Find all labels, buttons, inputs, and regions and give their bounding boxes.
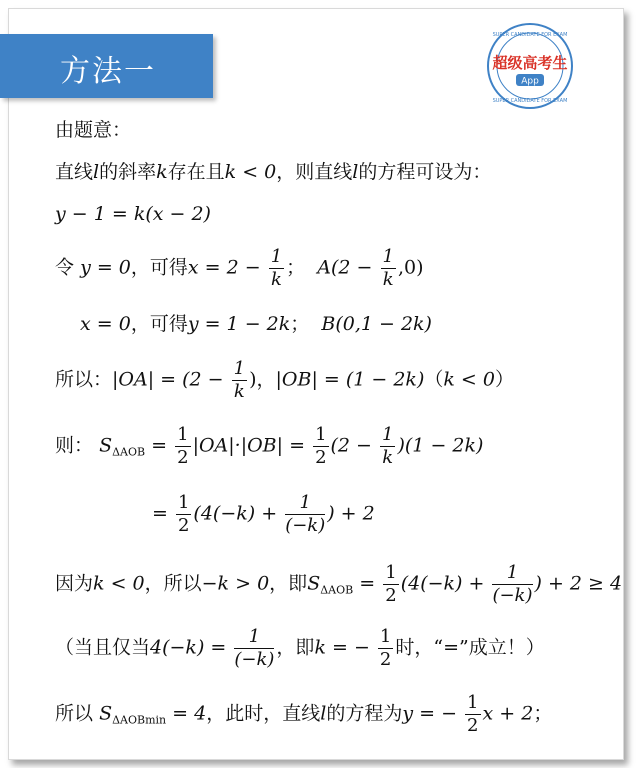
text: 的斜率 <box>99 161 157 183</box>
text: = <box>152 502 168 525</box>
banner-title: 方法一 <box>60 54 156 89</box>
area-symbol: S <box>99 702 113 725</box>
area-subscript: ΔAOBmin <box>112 713 167 727</box>
fraction-one-over-k: $\frac{1}{k}$ <box>382 424 394 468</box>
text: （当且仅当 <box>55 636 151 659</box>
text: ； <box>533 702 553 725</box>
text: 因为 <box>55 572 94 595</box>
fraction-half: $\frac{1}{2}$ <box>315 424 327 468</box>
text: ，即 <box>276 636 315 659</box>
text: 时，“=”成立！） <box>395 636 545 659</box>
expr: x + 2 <box>482 702 534 725</box>
var-k: k <box>156 161 168 183</box>
text: 则： <box>55 434 94 457</box>
text: 所以 <box>55 702 94 725</box>
fraction-half: $\frac{1}{2}$ <box>385 562 397 606</box>
text: ，可得 <box>130 313 188 335</box>
expr: 4(−k) = <box>150 636 227 659</box>
text: ； <box>290 313 310 335</box>
area-symbol: S <box>99 434 113 457</box>
text: ，所以 <box>144 572 202 595</box>
logo-app-text: App <box>521 76 539 87</box>
area-subscript: ΔAOB <box>112 445 146 459</box>
line-equality-condition <box>55 626 545 671</box>
oa-expr: |OA| = (2 − <box>112 368 224 391</box>
text: ，即 <box>269 572 308 595</box>
text: 的方程为 <box>326 702 403 725</box>
line-equation <box>55 202 211 226</box>
line-area <box>55 424 483 469</box>
app-logo <box>486 22 574 110</box>
line-inequality <box>55 562 622 607</box>
ob-expr: |OB| = (1 − 2k) <box>275 368 425 391</box>
method-banner <box>0 34 213 98</box>
line-intro <box>55 118 131 142</box>
expr: ) + 2 ≥ 4 <box>534 572 623 595</box>
expr: k = − <box>314 636 370 659</box>
neg-k-positive: −k > 0 <box>201 572 270 595</box>
fraction-half: $\frac{1}{2}$ <box>177 424 189 468</box>
logo-main-text: 超级高考生 <box>492 54 568 72</box>
point-a: A(2 − <box>317 256 373 279</box>
fraction-half: $\frac{1}{2}$ <box>379 626 392 670</box>
logo-ring-top: SUPER CANDIDATE FOR EXAM <box>492 32 568 38</box>
text: 所以： <box>55 368 113 391</box>
y-zero: y = 0 <box>80 256 131 279</box>
x-zero: x = 0 <box>80 313 131 335</box>
text: ，此时，直线 <box>206 702 321 725</box>
area-subscript: ΔAOB <box>320 583 354 597</box>
text: ； <box>286 256 306 279</box>
line-conclusion <box>55 692 552 737</box>
expr: y = − <box>402 702 457 725</box>
area-symbol: S <box>307 572 321 595</box>
text: ,0) <box>397 256 424 279</box>
fraction-one-over-negk: $\frac{1}{(-k)}$ <box>234 626 275 670</box>
text: ） <box>494 368 514 391</box>
expr: (4(−k) + <box>400 572 485 595</box>
x-expr: x = 2 − <box>187 256 261 279</box>
text: （ <box>424 368 444 391</box>
fraction-one-over-negk: $\frac{1}{(-k)}$ <box>285 492 326 536</box>
text: ，可得 <box>130 256 188 279</box>
line-y-intercept <box>80 312 432 336</box>
text: = <box>359 572 376 595</box>
point-b: B(0,1 − 2k) <box>321 313 432 335</box>
text: )， <box>249 368 276 391</box>
line-assumption <box>55 160 491 184</box>
k-negative: k < 0 <box>443 368 495 391</box>
fraction-one-over-k: $\frac{1}{k}$ <box>233 358 246 402</box>
fraction-half: $\frac{1}{2}$ <box>177 492 190 536</box>
logo-ring-bottom: SUPER CANDIDATE FOR EXAM <box>492 98 568 104</box>
expr: (2 − <box>330 434 372 457</box>
fraction-one-over-k: $\frac{1}{k}$ <box>382 246 394 290</box>
text: 直线 <box>55 161 94 183</box>
text: ，则直线 <box>276 161 353 183</box>
expr: (4(−k) + <box>193 502 278 525</box>
expr: ) + 2 <box>327 502 375 525</box>
product-expr: |OA|·|OB| = <box>192 434 306 457</box>
line-area-simplified <box>152 492 375 537</box>
line-x-intercept <box>55 246 424 291</box>
k-negative: k < 0 <box>224 161 277 183</box>
expr: = 4 <box>172 702 207 725</box>
line-equation-text: y − 1 = k(x − 2) <box>55 203 211 225</box>
fraction-one-over-negk: $\frac{1}{(-k)}$ <box>492 562 533 606</box>
text: 存在且 <box>167 161 225 183</box>
y-expr: y = 1 − 2k <box>187 313 291 335</box>
intro-text: 由题意： <box>55 119 132 141</box>
expr: )(1 − 2k) <box>397 434 484 457</box>
fraction-half: $\frac{1}{2}$ <box>467 692 479 736</box>
k-negative: k < 0 <box>93 572 145 595</box>
line-lengths <box>55 358 514 403</box>
text: 令 <box>55 256 75 279</box>
fraction-one-over-k: $\frac{1}{k}$ <box>270 246 283 290</box>
text: = <box>151 434 168 457</box>
var-l: l <box>320 702 327 725</box>
var-l: l <box>93 161 100 183</box>
text: 的方程可设为： <box>358 161 492 183</box>
var-l: l <box>352 161 359 183</box>
